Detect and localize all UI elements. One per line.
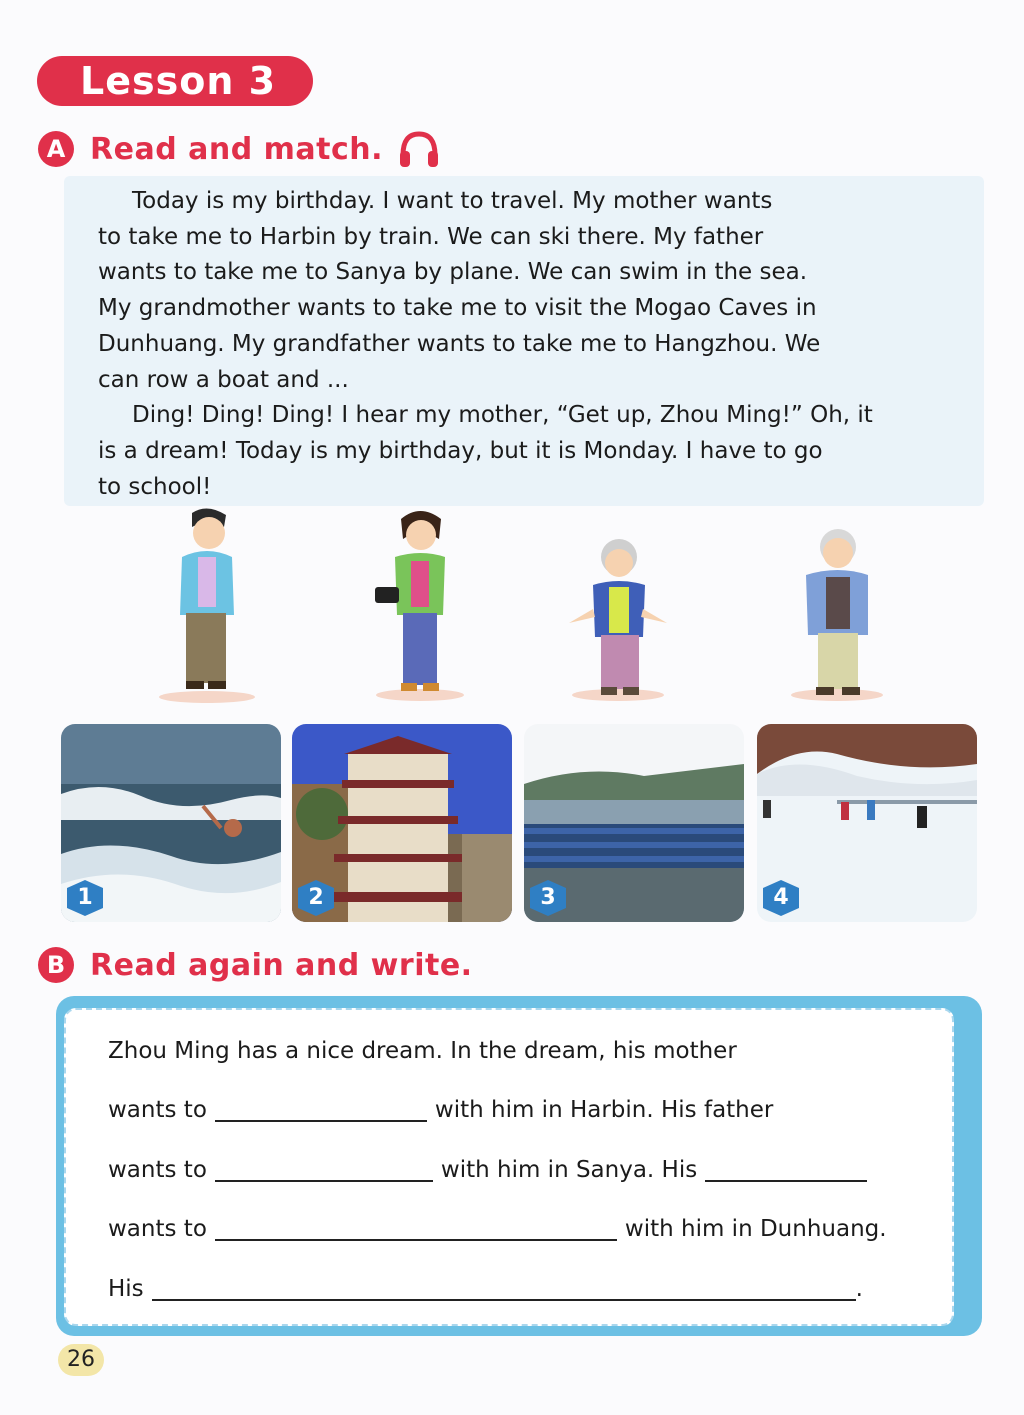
photo-mogao-caves[interactable] (292, 724, 512, 922)
writing-text: Zhou Ming has a nice dream. In the dream, his mother (108, 1038, 737, 1064)
passage-line: My grandmother wants to take me to visit the Mogao Caves in (98, 295, 817, 322)
page-number: 26 (58, 1344, 104, 1376)
answer-blank[interactable] (215, 1160, 433, 1182)
section-a-header (38, 131, 441, 167)
photo-number-wrap (759, 878, 803, 918)
answer-blank[interactable] (215, 1219, 617, 1241)
passage-line: wants to take me to Sanya by plane. We can swim in the sea. (98, 259, 808, 286)
section-b-badge: B (38, 947, 74, 983)
writing-text: wants to (108, 1216, 207, 1242)
passage-line: Ding! Ding! Ding! I hear my mother, “Get up, Zhou Ming!” Oh, it (132, 402, 873, 429)
writing-line-4 (108, 1211, 887, 1247)
writing-line-1 (108, 1033, 737, 1069)
writing-text: wants to (108, 1157, 207, 1183)
photo-number-wrap (63, 878, 107, 918)
passage-line: Today is my birthday. I want to travel. My mother wants (132, 188, 773, 214)
writing-text: . (855, 1276, 863, 1302)
writing-text: wants to (108, 1097, 207, 1123)
photo-number-wrap (294, 878, 338, 918)
writing-text: with him in Harbin. His father (434, 1097, 774, 1123)
photo-number: 1 (77, 885, 93, 910)
headphones-icon[interactable] (397, 129, 441, 169)
section-b-header (38, 947, 473, 983)
photo-sea-swimming[interactable] (61, 724, 281, 922)
writing-text: His (108, 1276, 144, 1302)
section-a-badge: A (38, 131, 74, 167)
lesson-title: Lesson 3 (37, 56, 313, 106)
passage-line: Dunhuang. My grandfather wants to take me to Hangzhou. We (98, 330, 821, 357)
answer-blank[interactable] (215, 1100, 427, 1122)
mother-figure[interactable] (365, 505, 475, 705)
passage-line: to take me to Harbin by train. We can ski there. My father (98, 223, 764, 250)
answer-blank[interactable] (152, 1279, 856, 1301)
passage-line: can row a boat and ... (98, 366, 349, 393)
writing-line-5 (108, 1271, 863, 1307)
writing-line-3 (108, 1152, 875, 1188)
writing-text: with him in Sanya. His (440, 1157, 698, 1183)
passage-line: to school! (98, 473, 212, 500)
grandfather-figure[interactable] (782, 505, 892, 705)
photo-boats-lake[interactable] (524, 724, 744, 922)
passage-line: is a dream! Today is my birthday, but it is Monday. I have to go (98, 437, 823, 464)
photo-number-wrap (526, 878, 570, 918)
reading-passage (98, 184, 968, 505)
section-a-title: Read and match. (90, 131, 384, 167)
photo-number: 4 (773, 885, 789, 910)
father-figure[interactable] (152, 505, 262, 705)
photo-number: 3 (540, 885, 556, 910)
grandmother-figure[interactable] (563, 505, 673, 705)
writing-line-2 (108, 1092, 773, 1128)
photo-skiing[interactable] (757, 724, 977, 922)
photo-number: 2 (308, 885, 324, 910)
answer-blank[interactable] (705, 1160, 867, 1182)
section-b-title: Read again and write. (90, 947, 473, 983)
writing-text: with him in Dunhuang. (624, 1216, 887, 1242)
